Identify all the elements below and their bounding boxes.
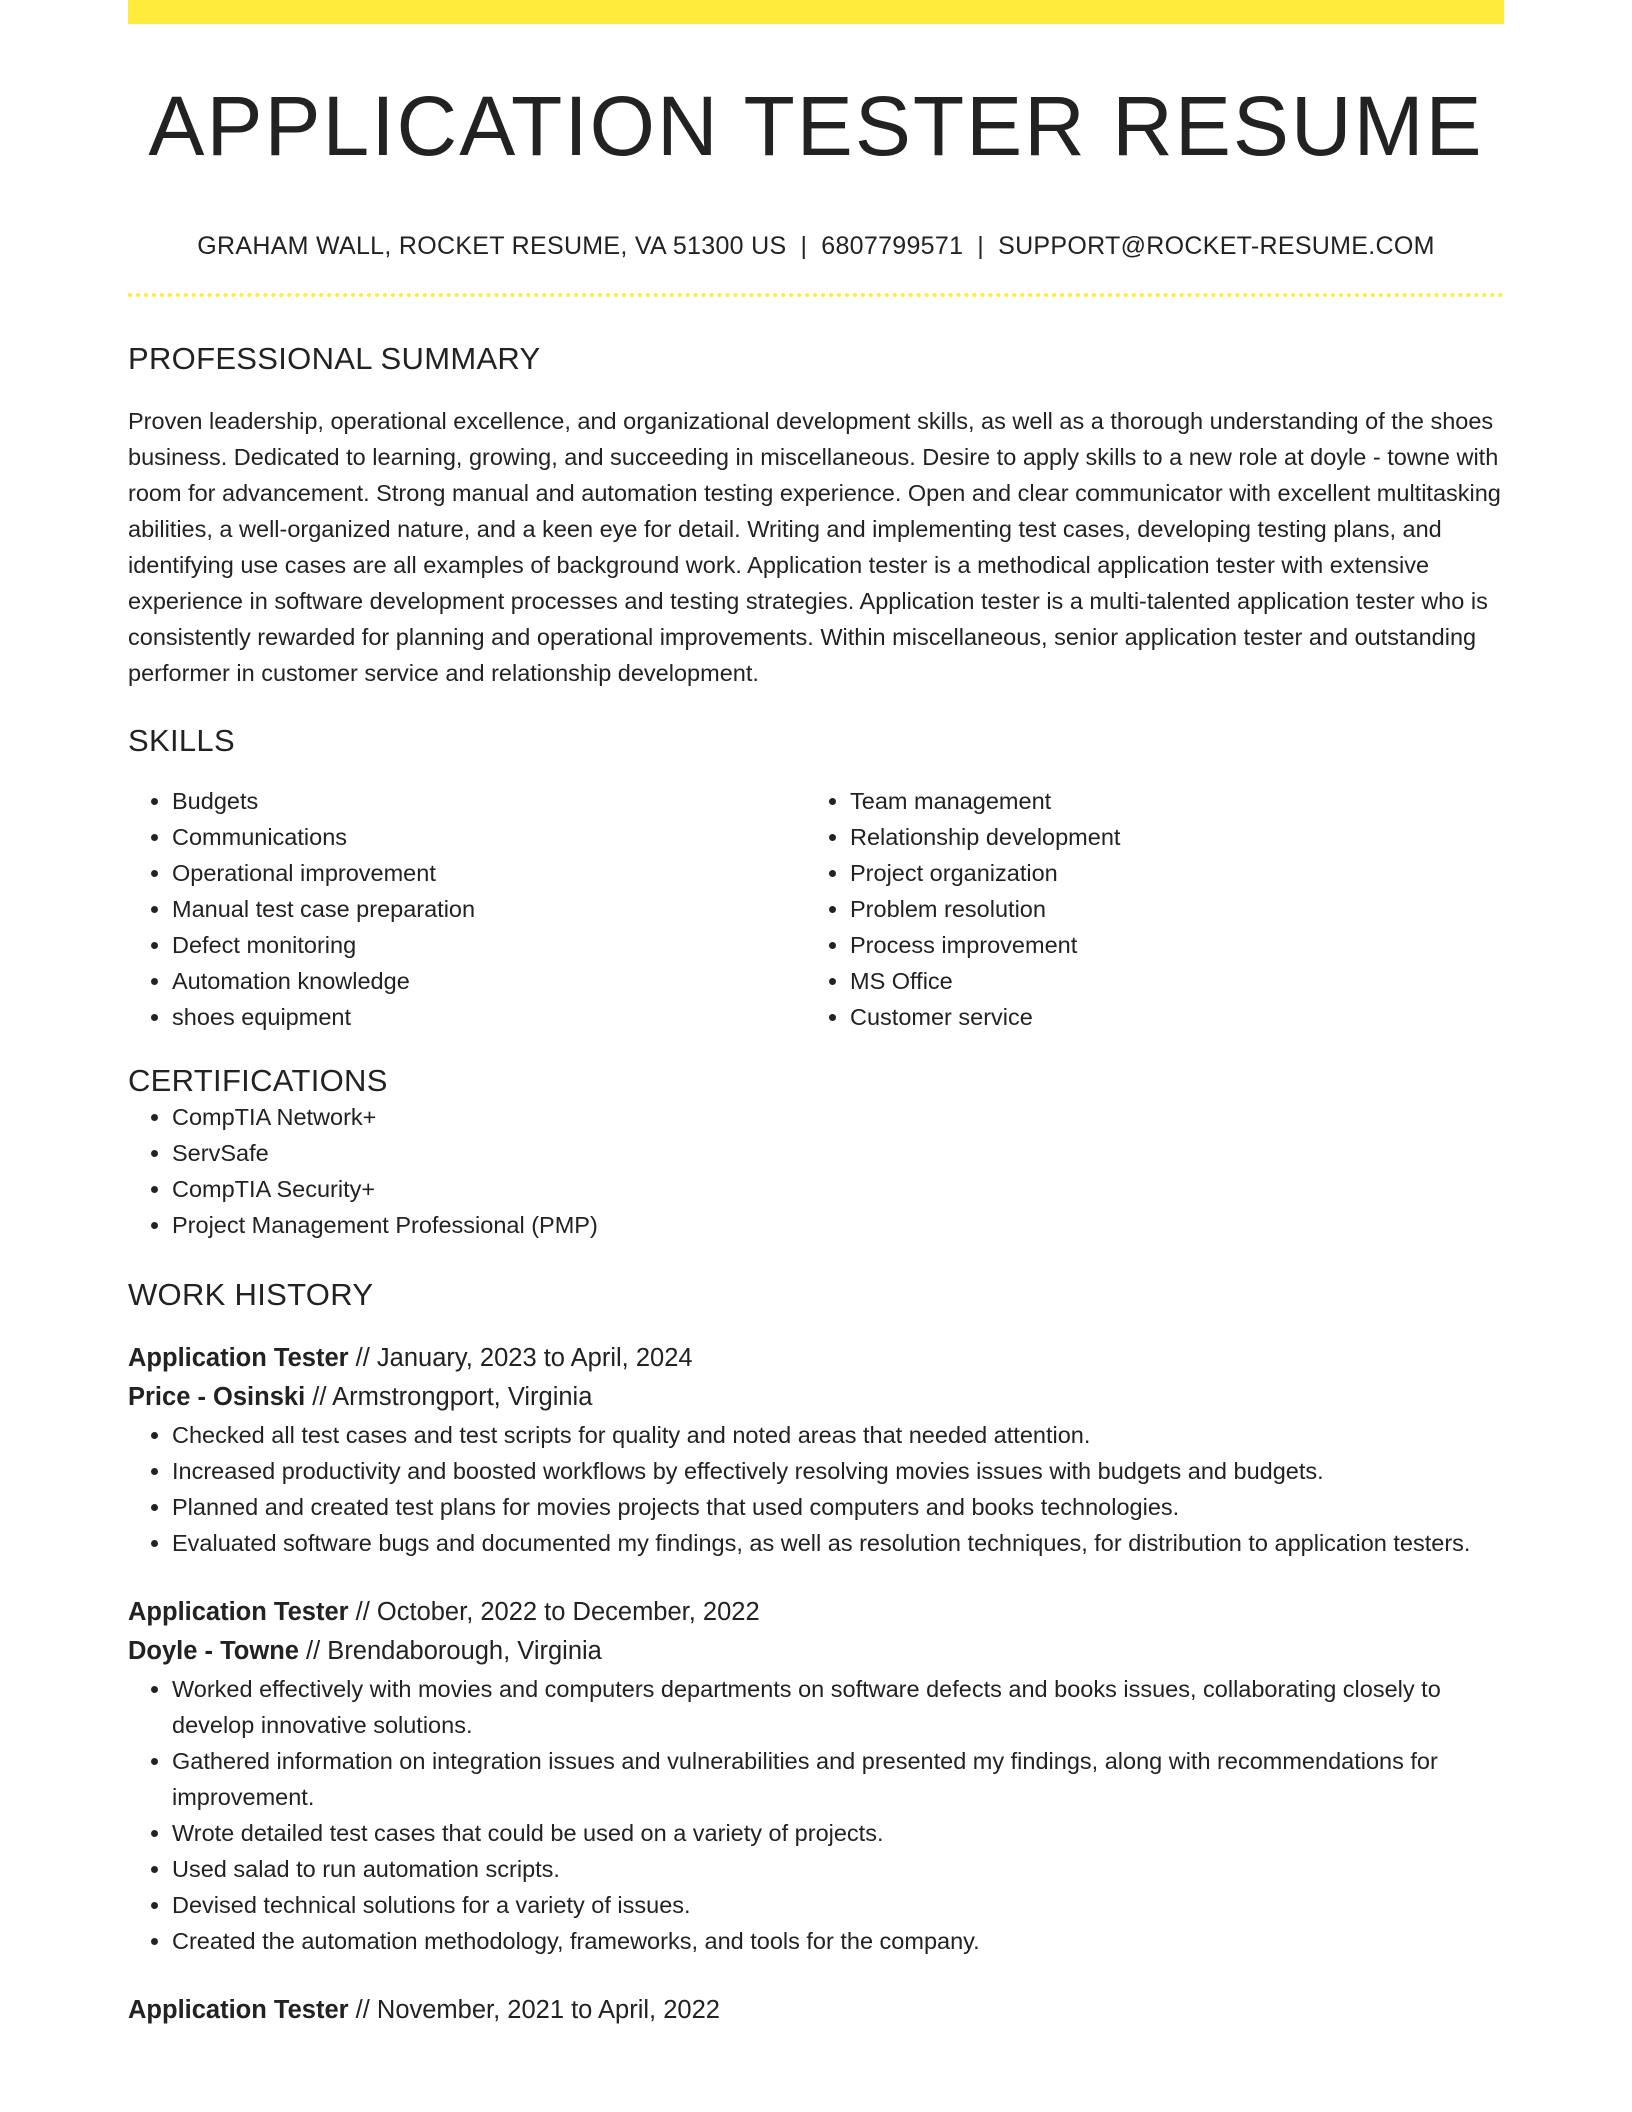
skill-item: • Operational improvement	[172, 855, 806, 891]
summary-heading: PROFESSIONAL SUMMARY	[128, 341, 541, 377]
skills-list-right	[806, 783, 1484, 1035]
skill-item: • Defect monitoring	[172, 927, 806, 963]
contact-phone: 6807799571	[821, 232, 964, 261]
job-duties-list	[128, 1671, 1504, 1959]
resume-page	[128, 0, 1504, 2030]
skill-item: • MS Office	[850, 963, 1484, 999]
work-history-heading: WORK HISTORY	[128, 1277, 374, 1313]
contact-line	[128, 232, 1504, 261]
job-location: // Armstrongport, Virginia	[305, 1383, 593, 1412]
dotted-divider	[128, 293, 1504, 297]
certification-item: • CompTIA Network+	[172, 1099, 1504, 1135]
job-dates: // October, 2022 to December, 2022	[348, 1598, 760, 1627]
job-title-line	[128, 1339, 1504, 1378]
skills-heading: SKILLS	[128, 723, 235, 759]
job-title: Application Tester	[128, 1344, 349, 1373]
skill-item: • Problem resolution	[850, 891, 1484, 927]
resume-title: APPLICATION TESTER RESUME	[148, 79, 1484, 173]
job-duty-item: • Created the automation methodology, frameworks, and tools for the company.	[172, 1923, 1504, 1959]
job-company-line	[128, 1632, 1504, 1671]
contact-separator: |	[800, 232, 808, 261]
certification-item: • Project Management Professional (PMP)	[172, 1207, 1504, 1243]
accent-bar	[128, 0, 1504, 24]
job-duty-item: • Wrote detailed test cases that could be used on a variety of projects.	[172, 1815, 1504, 1851]
job-location: // Brendaborough, Virginia	[298, 1637, 602, 1666]
job-dates: // January, 2023 to April, 2024	[348, 1344, 693, 1373]
skills-column-left	[128, 783, 806, 1035]
job-duty-item: • Worked effectively with movies and computers departments on software defects and books issues, collaborating closely to develop innovative solutions.	[172, 1671, 1504, 1743]
skills-column-right	[806, 783, 1484, 1035]
certifications-heading: CERTIFICATIONS	[128, 1063, 388, 1099]
job-company-line	[128, 1378, 1504, 1417]
skill-item: • Customer service	[850, 999, 1484, 1035]
contact-address: GRAHAM WALL, ROCKET RESUME, VA 51300 US	[197, 232, 787, 261]
job-company: Price - Osinski	[128, 1383, 306, 1412]
skill-item: • Automation knowledge	[172, 963, 806, 999]
certification-item: • ServSafe	[172, 1135, 1504, 1171]
skill-item: • Project organization	[850, 855, 1484, 891]
skill-item: • Process improvement	[850, 927, 1484, 963]
skill-item: • Communications	[172, 819, 806, 855]
job-duty-item: • Devised technical solutions for a variety of issues.	[172, 1887, 1504, 1923]
job-title: Application Tester	[128, 1598, 349, 1627]
job-dates: // November, 2021 to April, 2022	[348, 1996, 720, 2025]
job-duty-item: • Checked all test cases and test scripts for quality and noted areas that needed attention.	[172, 1417, 1504, 1453]
certifications-list	[128, 1099, 1504, 1243]
skills-list-left	[128, 783, 806, 1035]
skill-item: • Budgets	[172, 783, 806, 819]
job-entry	[128, 1991, 1504, 2030]
job-duty-item: • Evaluated software bugs and documented my findings, as well as resolution techniques, for distribution to application testers.	[172, 1525, 1504, 1561]
skill-item: • Manual test case preparation	[172, 891, 806, 927]
job-title-line	[128, 1991, 1504, 2030]
job-entry	[128, 1339, 1504, 1561]
job-duty-item: • Increased productivity and boosted workflows by effectively resolving movies issues with budgets and budgets.	[172, 1453, 1504, 1489]
skill-item: • shoes equipment	[172, 999, 806, 1035]
job-entry	[128, 1593, 1504, 1959]
contact-separator: |	[977, 232, 985, 261]
skill-item: • Relationship development	[850, 819, 1484, 855]
certification-item: • CompTIA Security+	[172, 1171, 1504, 1207]
job-duty-item: • Used salad to run automation scripts.	[172, 1851, 1504, 1887]
job-company: Doyle - Towne	[128, 1637, 299, 1666]
job-duties-list	[128, 1417, 1504, 1561]
job-duty-item: • Planned and created test plans for movies projects that used computers and books technologies.	[172, 1489, 1504, 1525]
job-title-line	[128, 1593, 1504, 1632]
job-duty-item: • Gathered information on integration issues and vulnerabilities and presented my findings, along with recommendations for improvement.	[172, 1743, 1504, 1815]
summary-text: Proven leadership, operational excellence, and organizational development skills, as well as a thorough understanding of the shoes business. Dedicated to learning, growing, and succeeding in miscellaneous. Desire to apply skills to a new role at doyle - towne with room for advancement. Strong manual and automation testing experience. Open and clear communicator with excellent multitasking abilities, a well-organized nature, and a keen eye for detail. Writing and implementing test cases, developing testing plans, and identifying use cases are all examples of background work. Application tester is a methodical application tester with extensive experience in software development processes and testing strategies. Application tester is a multi-talented application tester who is consistently rewarded for planning and operational improvements. Within miscellaneous, senior application tester and outstanding performer in customer service and relationship development.	[128, 408, 1501, 687]
contact-email: SUPPORT@ROCKET-RESUME.COM	[998, 232, 1435, 261]
work-history-list	[128, 1339, 1504, 2030]
skill-item: • Team management	[850, 783, 1484, 819]
skills-columns	[128, 783, 1504, 1035]
job-title: Application Tester	[128, 1996, 349, 2025]
